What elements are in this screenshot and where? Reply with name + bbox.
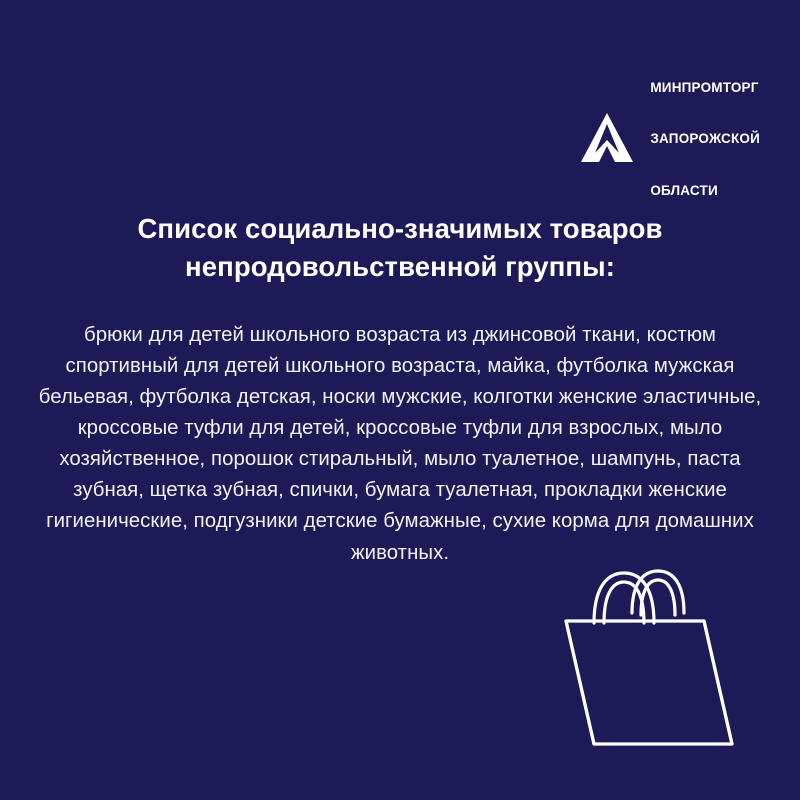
page-title [60, 210, 740, 286]
brand-block [578, 44, 760, 234]
brand-name [650, 44, 760, 234]
page-title-line-1: Список социально-значимых товаров [137, 213, 663, 245]
page-title-line-2: непродовольственной группы: [185, 251, 615, 283]
brand-name-line-3: ОБЛАСТИ [650, 183, 718, 199]
brand-name-line-2: ЗАПОРОЖСКОЙ [650, 131, 760, 147]
goods-list-text: брюки для детей школьного возраста из джинсовой ткани, костюм спортивный для детей школьного возраста, майка, футболка мужская бельевая, футболка детская, носки мужские, колготки женские эластичные, кроссовые туфли для детей, кроссовые туфли для взрослых, мыло хозяйственное, порошок стиральный, мыло туалетное, шампунь, паста зубная, щетка зубная, спички, бумага туалетная, прокладки женские гигиенические, подгузники детские бумажные, сухие корма для домашних животных. [38, 324, 762, 564]
triangle-arrow-logo-icon [578, 110, 636, 168]
shopping-bag-icon [536, 549, 746, 764]
brand-name-line-1: МИНПРОМТОРГ [650, 79, 759, 95]
